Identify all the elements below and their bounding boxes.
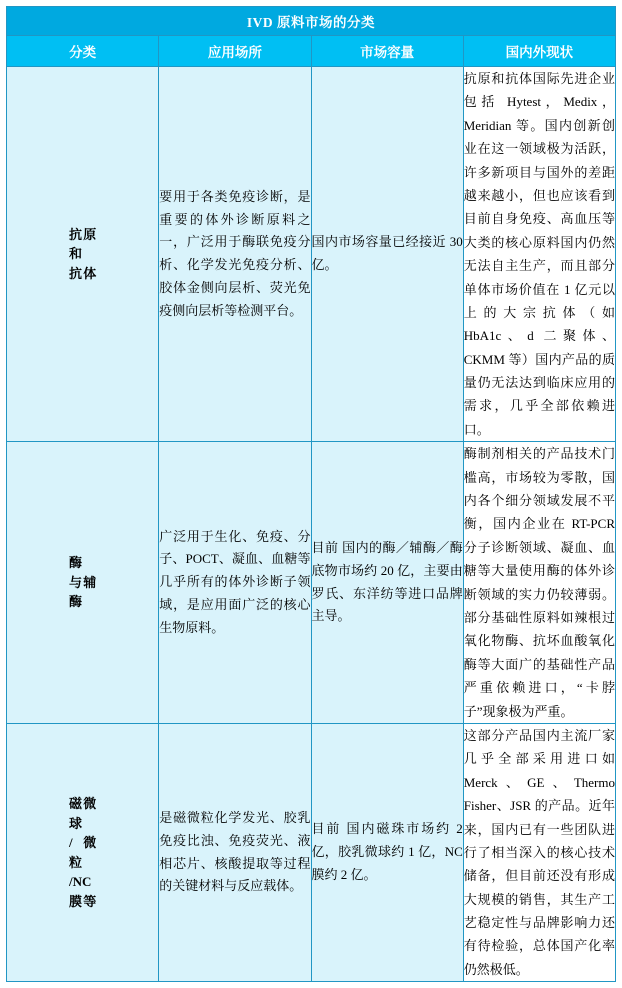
- table-row: [7, 723, 616, 981]
- category-line: 膜等: [68, 893, 97, 909]
- row-status: 酶制剂相关的产品技术门槛高，市场较为零散，国内各个细分领域发展不平衡，国内企业在 RT-PCR 分子诊断领域、凝血、血糖等大量使用酶的体外诊断领域的实力仍较薄弱。部分基础性原料如辣根过氧化物酶、抗坏血酸氧化酶等大面广的基础性产品严重依赖进口，“卡脖子”现象极为严重。: [463, 442, 615, 724]
- table-title-row: [7, 7, 616, 36]
- category-line: 抗原和: [68, 226, 97, 262]
- category-line: /微粒: [68, 835, 97, 870]
- category-line: 酶: [68, 555, 82, 571]
- table-row: [7, 442, 616, 724]
- row-capacity: 目前 国内磁珠市场约 2 亿，胶乳微球约 1 亿，NC 膜约 2 亿。: [311, 723, 463, 981]
- column-header-application: 应用场所: [159, 36, 311, 67]
- table-header-row: [7, 36, 616, 67]
- column-header-status: 国内外现状: [463, 36, 615, 67]
- row-capacity: 目前 国内的酶／辅酶／酶底物市场约 20 亿，主要由罗氏、东洋纺等进口品牌主导。: [311, 442, 463, 724]
- row-category-magnetic-microsphere: [7, 723, 159, 981]
- column-header-capacity: 市场容量: [311, 36, 463, 67]
- category-line: 与辅酶: [68, 574, 97, 610]
- row-status: 这部分产品国内主流厂家几乎全部采用进口如 Merck、GE、Thermo Fisher、JSR 的产品。近年来，国内已有一些团队进行了相当深入的核心技术储备，但目前还没有形成大规模的销售，其生产工艺稳定性与品牌影响力还有待检验，总体国产化率仍然极低。: [463, 723, 615, 981]
- table-row: [7, 67, 616, 442]
- category-line: 磁微球: [68, 796, 97, 831]
- row-category-enzyme-coenzyme: [7, 442, 159, 724]
- row-application: 广泛用于生化、免疫、分子、POCT、凝血、血糖等几乎所有的体外诊断子领域，是应用面广泛的核心生物原料。: [159, 442, 311, 724]
- ivd-material-market-table: [6, 6, 616, 982]
- row-application: 要用于各类免疫诊断，是重要的体外诊断原料之一，广泛用于酶联免疫分析、化学发光免疫分析、胶体金侧向层析、荧光免疫侧向层析等检测平台。: [159, 67, 311, 442]
- row-status: 抗原和抗体国际先进企业包括 Hytest，Medix，Meridian 等。国内创新创业在这一领域极为活跃，许多新项目与国外的差距越来越小，但也应该看到目前自身免疫、高血压等大类的核心原料国内仍然无法自主生产，而且部分单体市场价值在 1 亿元以上的大宗抗体（如 HbA1c、d 二聚体、CKMM 等）国内产品的质量仍无法达到临床应用的需求，几乎全部依赖进口。: [463, 67, 615, 442]
- row-category-antigen-antibody: [7, 67, 159, 442]
- category-line: 抗体: [68, 265, 97, 281]
- row-application: 是磁微粒化学发光、胶乳免疫比浊、免疫荧光、液相芯片、核酸提取等过程的关键材料与反应载体。: [159, 723, 311, 981]
- column-header-category: 分类: [7, 36, 159, 67]
- row-capacity: 国内市场容量已经接近 30 亿。: [311, 67, 463, 442]
- table-title: IVD 原料市场的分类: [7, 7, 616, 36]
- category-line: /NC: [68, 874, 92, 890]
